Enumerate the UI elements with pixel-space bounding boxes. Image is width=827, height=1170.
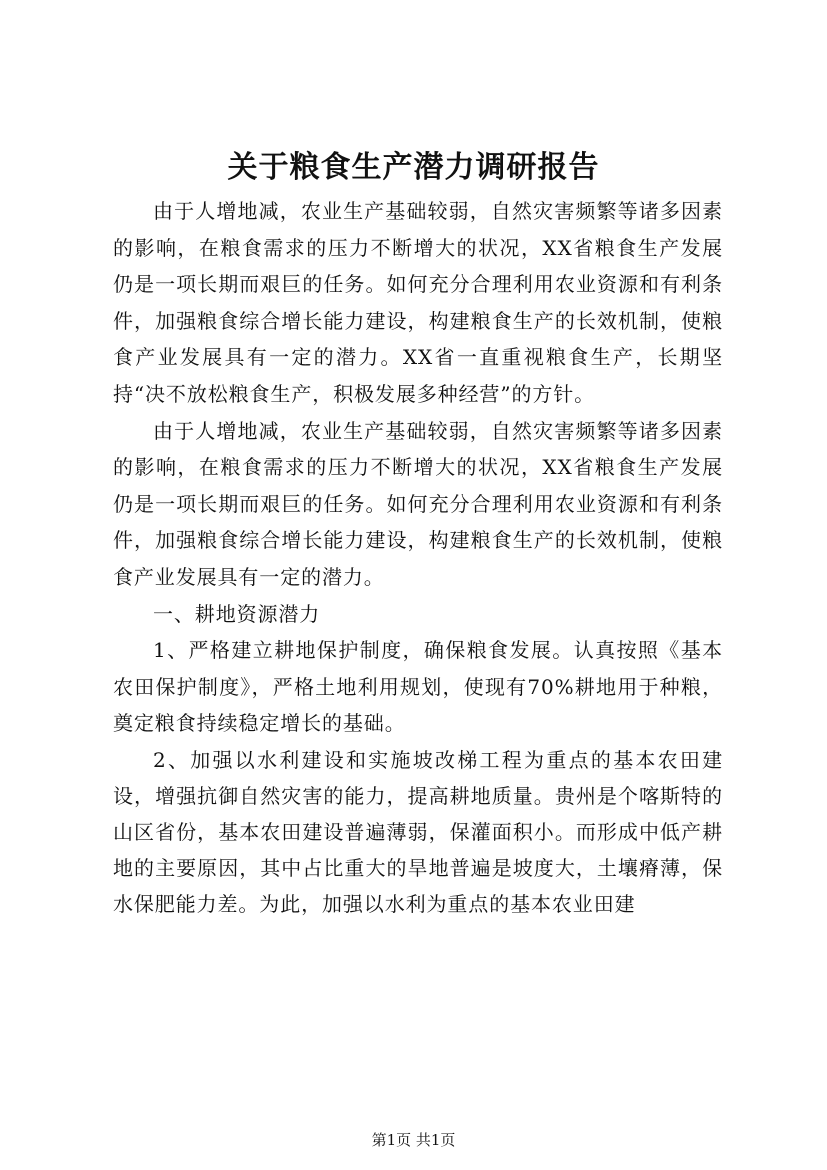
paragraph: 1、严格建立耕地保护制度，确保粮食发展。认真按照《基本农田保护制度》，严格土地利用规划，使现有70%耕地用于种粮，奠定粮食持续稳定增长的基础。 bbox=[113, 638, 723, 736]
paragraph: 由于人增地减，农业生产基础较弱，自然灾害频繁等诸多因素的影响，在粮食需求的压力不断增大的状况，XX省粮食生产发展仍是一项长期而艰巨的任务。如何充分合理利用农业资源和有利条件，加强粮食综合增长能力建设，构建粮食生产的长效机制，使粮食产业发展具有一定的潜力。XX省一直重视粮食生产，长期坚持“决不放松粮食生产，积极发展多种经营”的方针。 bbox=[113, 199, 723, 406]
document-body bbox=[113, 193, 723, 922]
paragraph: 2、加强以水利建设和实施坡改梯工程为重点的基本农田建设，增强抗御自然灾害的能力，提高耕地质量。贵州是个喀斯特的山区省份，基本农田建设普遍薄弱，保灌面积小。而形成中低产耕地的主要原因，其中占比重大的旱地普遍是坡度大，土壤瘠薄，保水保肥能力差。为此，加强以水利为重点的基本农业田建 bbox=[113, 747, 723, 916]
paragraph: 由于人增地减，农业生产基础较弱，自然灾害频繁等诸多因素的影响，在粮食需求的压力不断增大的状况，XX省粮食生产发展仍是一项长期而艰巨的任务。如何充分合理利用农业资源和有利条件，加强粮食综合增长能力建设，构建粮食生产的长效机制，使粮食产业发展具有一定的潜力。 bbox=[113, 418, 723, 589]
page-footer: 第1页 共1页 bbox=[371, 1131, 456, 1149]
section-heading: 一、耕地资源潜力 bbox=[153, 601, 321, 626]
page-title: 关于粮食生产潜力调研报告 bbox=[227, 150, 600, 185]
